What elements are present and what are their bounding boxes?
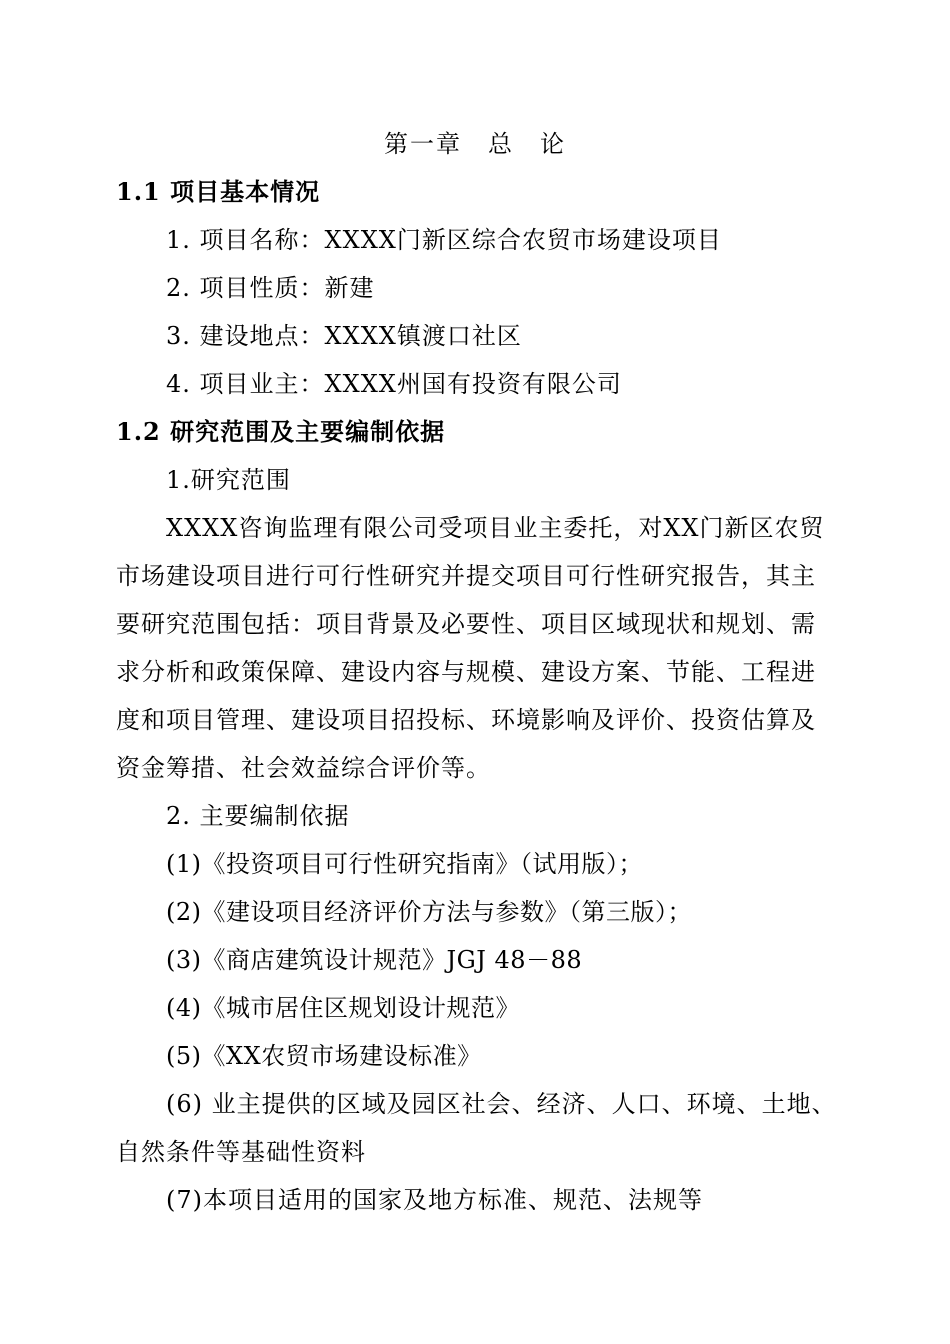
basis-item: (5)《XX农贸市场建设标准》: [166, 1042, 482, 1070]
basis-item-continuation: 自然条件等基础性资料: [116, 1138, 366, 1166]
scope-paragraph-line: 资金筹措、社会效益综合评价等。: [116, 754, 491, 782]
scope-label: 1.研究范围: [166, 466, 291, 494]
basis-item: (1)《投资项目可行性研究指南》（试用版）；: [166, 850, 643, 878]
project-item-owner: 4. 项目业主：XXXX州国有投资有限公司: [166, 370, 622, 398]
basis-item: (7)本项目适用的国家及地方标准、规范、法规等: [166, 1186, 703, 1214]
scope-paragraph-line: XXXX咨询监理有限公司受项目业主委托，对XX门新区农贸: [166, 514, 825, 542]
scope-paragraph-line: 要研究范围包括：项目背景及必要性、项目区域现状和规划、需: [116, 610, 816, 638]
project-item-name: 1. 项目名称：XXXX门新区综合农贸市场建设项目: [166, 226, 722, 254]
basis-item: (2)《建设项目经济评价方法与参数》（第三版）；: [166, 898, 692, 926]
section-heading-1-2: 1.2 研究范围及主要编制依据: [116, 417, 446, 446]
basis-item: (6) 业主提供的区域及园区社会、经济、人口、环境、土地、: [166, 1090, 837, 1118]
scope-paragraph-line: 市场建设项目进行可行性研究并提交项目可行性研究报告，其主: [116, 562, 816, 590]
basis-label: 2. 主要编制依据: [166, 802, 350, 830]
scope-paragraph-line: 度和项目管理、建设项目招投标、环境影响及评价、投资估算及: [116, 706, 816, 734]
project-item-location: 3. 建设地点：XXXX镇渡口社区: [166, 322, 522, 350]
chapter-title: 第一章 总 论: [384, 130, 566, 158]
basis-item: (4)《城市居住区规划设计规范》: [166, 994, 520, 1022]
basis-item: (3)《商店建筑设计规范》JGJ 48－88: [166, 946, 583, 974]
project-item-nature: 2. 项目性质：新建: [166, 274, 375, 302]
scope-paragraph-line: 求分析和政策保障、建设内容与规模、建设方案、节能、工程进: [116, 658, 816, 686]
section-heading-1-1: 1.1 项目基本情况: [116, 177, 321, 206]
